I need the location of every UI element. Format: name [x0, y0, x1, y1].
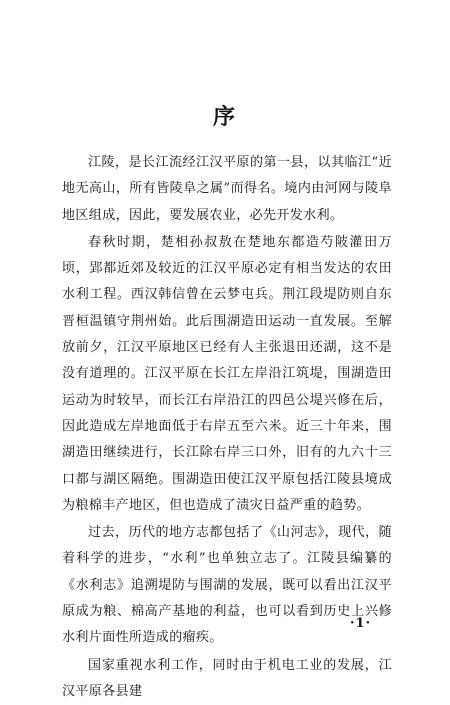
- paragraph: 国家重视水利工作，同时由于机电工业的发展，江汉平原各县建: [62, 657, 392, 699]
- paragraph: 江陵，是长江流经江汉平原的第一县，以其临江“近地无高山，所有皆陵阜之属”而得名。境内由河网与陵阜地区组成，因此，要发展农业，必先开发水利。: [62, 155, 392, 223]
- page-title: 序: [212, 104, 237, 130]
- paragraph: 过去，历代的地方志都包括了《山河志》，现代，随着科学的进步，“水利”也单独立志了。江陵县编纂的《水利志》追溯堤防与围湖的发展，既可以看出江汉平原成为粮、棉高产基地的利益，也可以看到历史上兴修水利片面性所造成的瘤疾。: [62, 525, 392, 646]
- page-number: ·1·: [350, 616, 372, 631]
- body-text: [62, 150, 392, 705]
- paragraph: 春秋时期，楚相孙叔敖在楚地东都造芍陂灌田万顷，郢都近郊及较近的江汉平原必定有相当发达的农田水利工程。西汉韩信曾在云梦屯兵。荆江段堤防则自东晋桓温镇守荆州始。此后围湖造田运动一直发展。至解放前夕，江汉平原地区已经有人主张退田还湖，这不是没有道理的。江汉平原在长江左岸沿江筑堤，围湖造田运动为时较早，而长江右岸沿江的四邑公堤兴修在后，因此造成左岸地面低于右岸五至六米。近三十年来，围湖造田继续进行，长江除右岸三口外，旧有的九六十三口都与湖区隔绝。围湖造田使江汉平原包括江陵县境成为粮棉丰产地区，但也造成了渍灾日益严重的趋势。: [62, 234, 392, 513]
